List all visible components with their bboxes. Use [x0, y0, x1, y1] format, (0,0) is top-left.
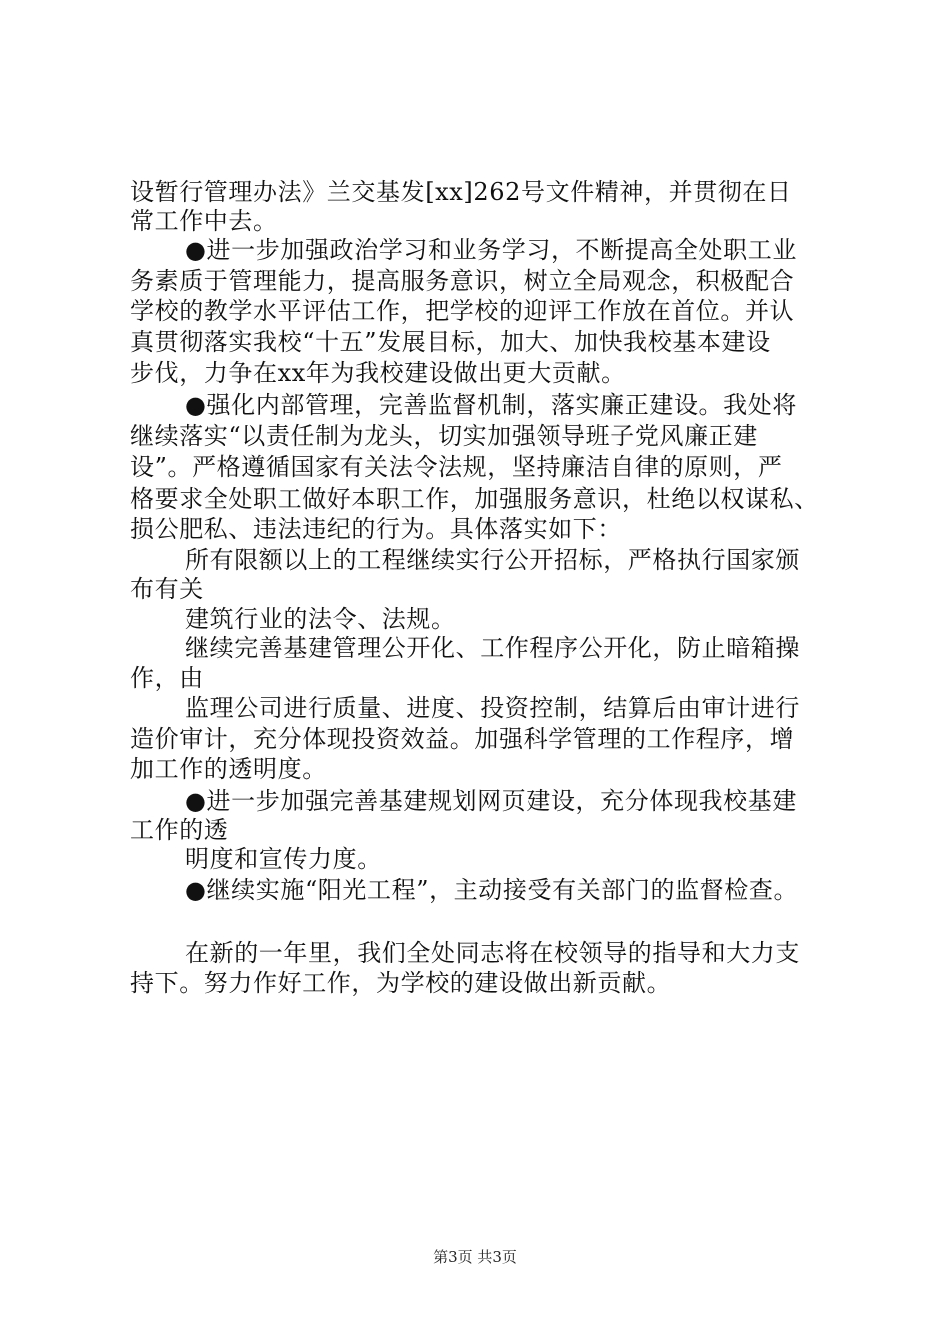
- text-line: 步伐，力争在xx年为我校建设做出更大贡献。: [130, 359, 626, 387]
- text-line: 布有关: [130, 575, 204, 603]
- text-line: 建筑行业的法令、法规。: [185, 605, 456, 633]
- text-line: 在新的一年里，我们全处同志将在校领导的指导和大力支: [185, 939, 800, 967]
- text-line: 设”。严格遵循国家有关法令法规，坚持廉洁自律的原则，严: [130, 453, 783, 481]
- text-line: 务素质于管理能力，提高服务意识，树立全局观念，积极配合: [130, 267, 795, 295]
- text-line: 造价审计，充分体现投资效益。加强科学管理的工作程序，增: [130, 725, 795, 753]
- text-line: 作，由: [130, 664, 204, 692]
- text-line: ●强化内部管理，完善监督机制，落实廉正建设。我处将: [185, 391, 797, 419]
- text-line: 格要求全处职工做好本职工作，加强服务意识，杜绝以权谋私、: [130, 485, 819, 513]
- text-line: 监理公司进行质量、进度、投资控制，结算后由审计进行: [185, 694, 800, 722]
- text-line: ●进一步加强政治学习和业务学习，不断提高全处职工业: [185, 236, 797, 264]
- text-line: 继续完善基建管理公开化、工作程序公开化，防止暗箱操: [185, 634, 800, 662]
- text-line: ●进一步加强完善基建规划网页建设，充分体现我校基建: [185, 787, 797, 815]
- page-footer: 第3页 共3页: [433, 1248, 517, 1266]
- text-line: 持下。努力作好工作，为学校的建设做出新贡献。: [130, 969, 672, 997]
- text-line: 设暂行管理办法》兰交基发[xx]262号文件精神，并贯彻在日: [130, 178, 792, 206]
- text-line: 明度和宣传力度。: [185, 845, 382, 873]
- text-line: 加工作的透明度。: [130, 755, 327, 783]
- text-line: 学校的教学水平评估工作，把学校的迎评工作放在首位。并认: [130, 297, 795, 325]
- text-line: ●继续实施“阳光工程”，主动接受有关部门的监督检查。: [185, 876, 799, 904]
- text-line: 工作的透: [130, 816, 229, 844]
- text-line: 常工作中去。: [130, 207, 278, 235]
- text-line: 所有限额以上的工程继续实行公开招标，严格执行国家颁: [185, 546, 800, 574]
- text-line: 真贯彻落实我校“十五”发展目标，加大、加快我校基本建设: [130, 328, 771, 356]
- text-line: 继续落实“以责任制为龙头，切实加强领导班子党风廉正建: [130, 422, 758, 450]
- text-line: 损公肥私、违法违纪的行为。具体落实如下：: [130, 515, 622, 543]
